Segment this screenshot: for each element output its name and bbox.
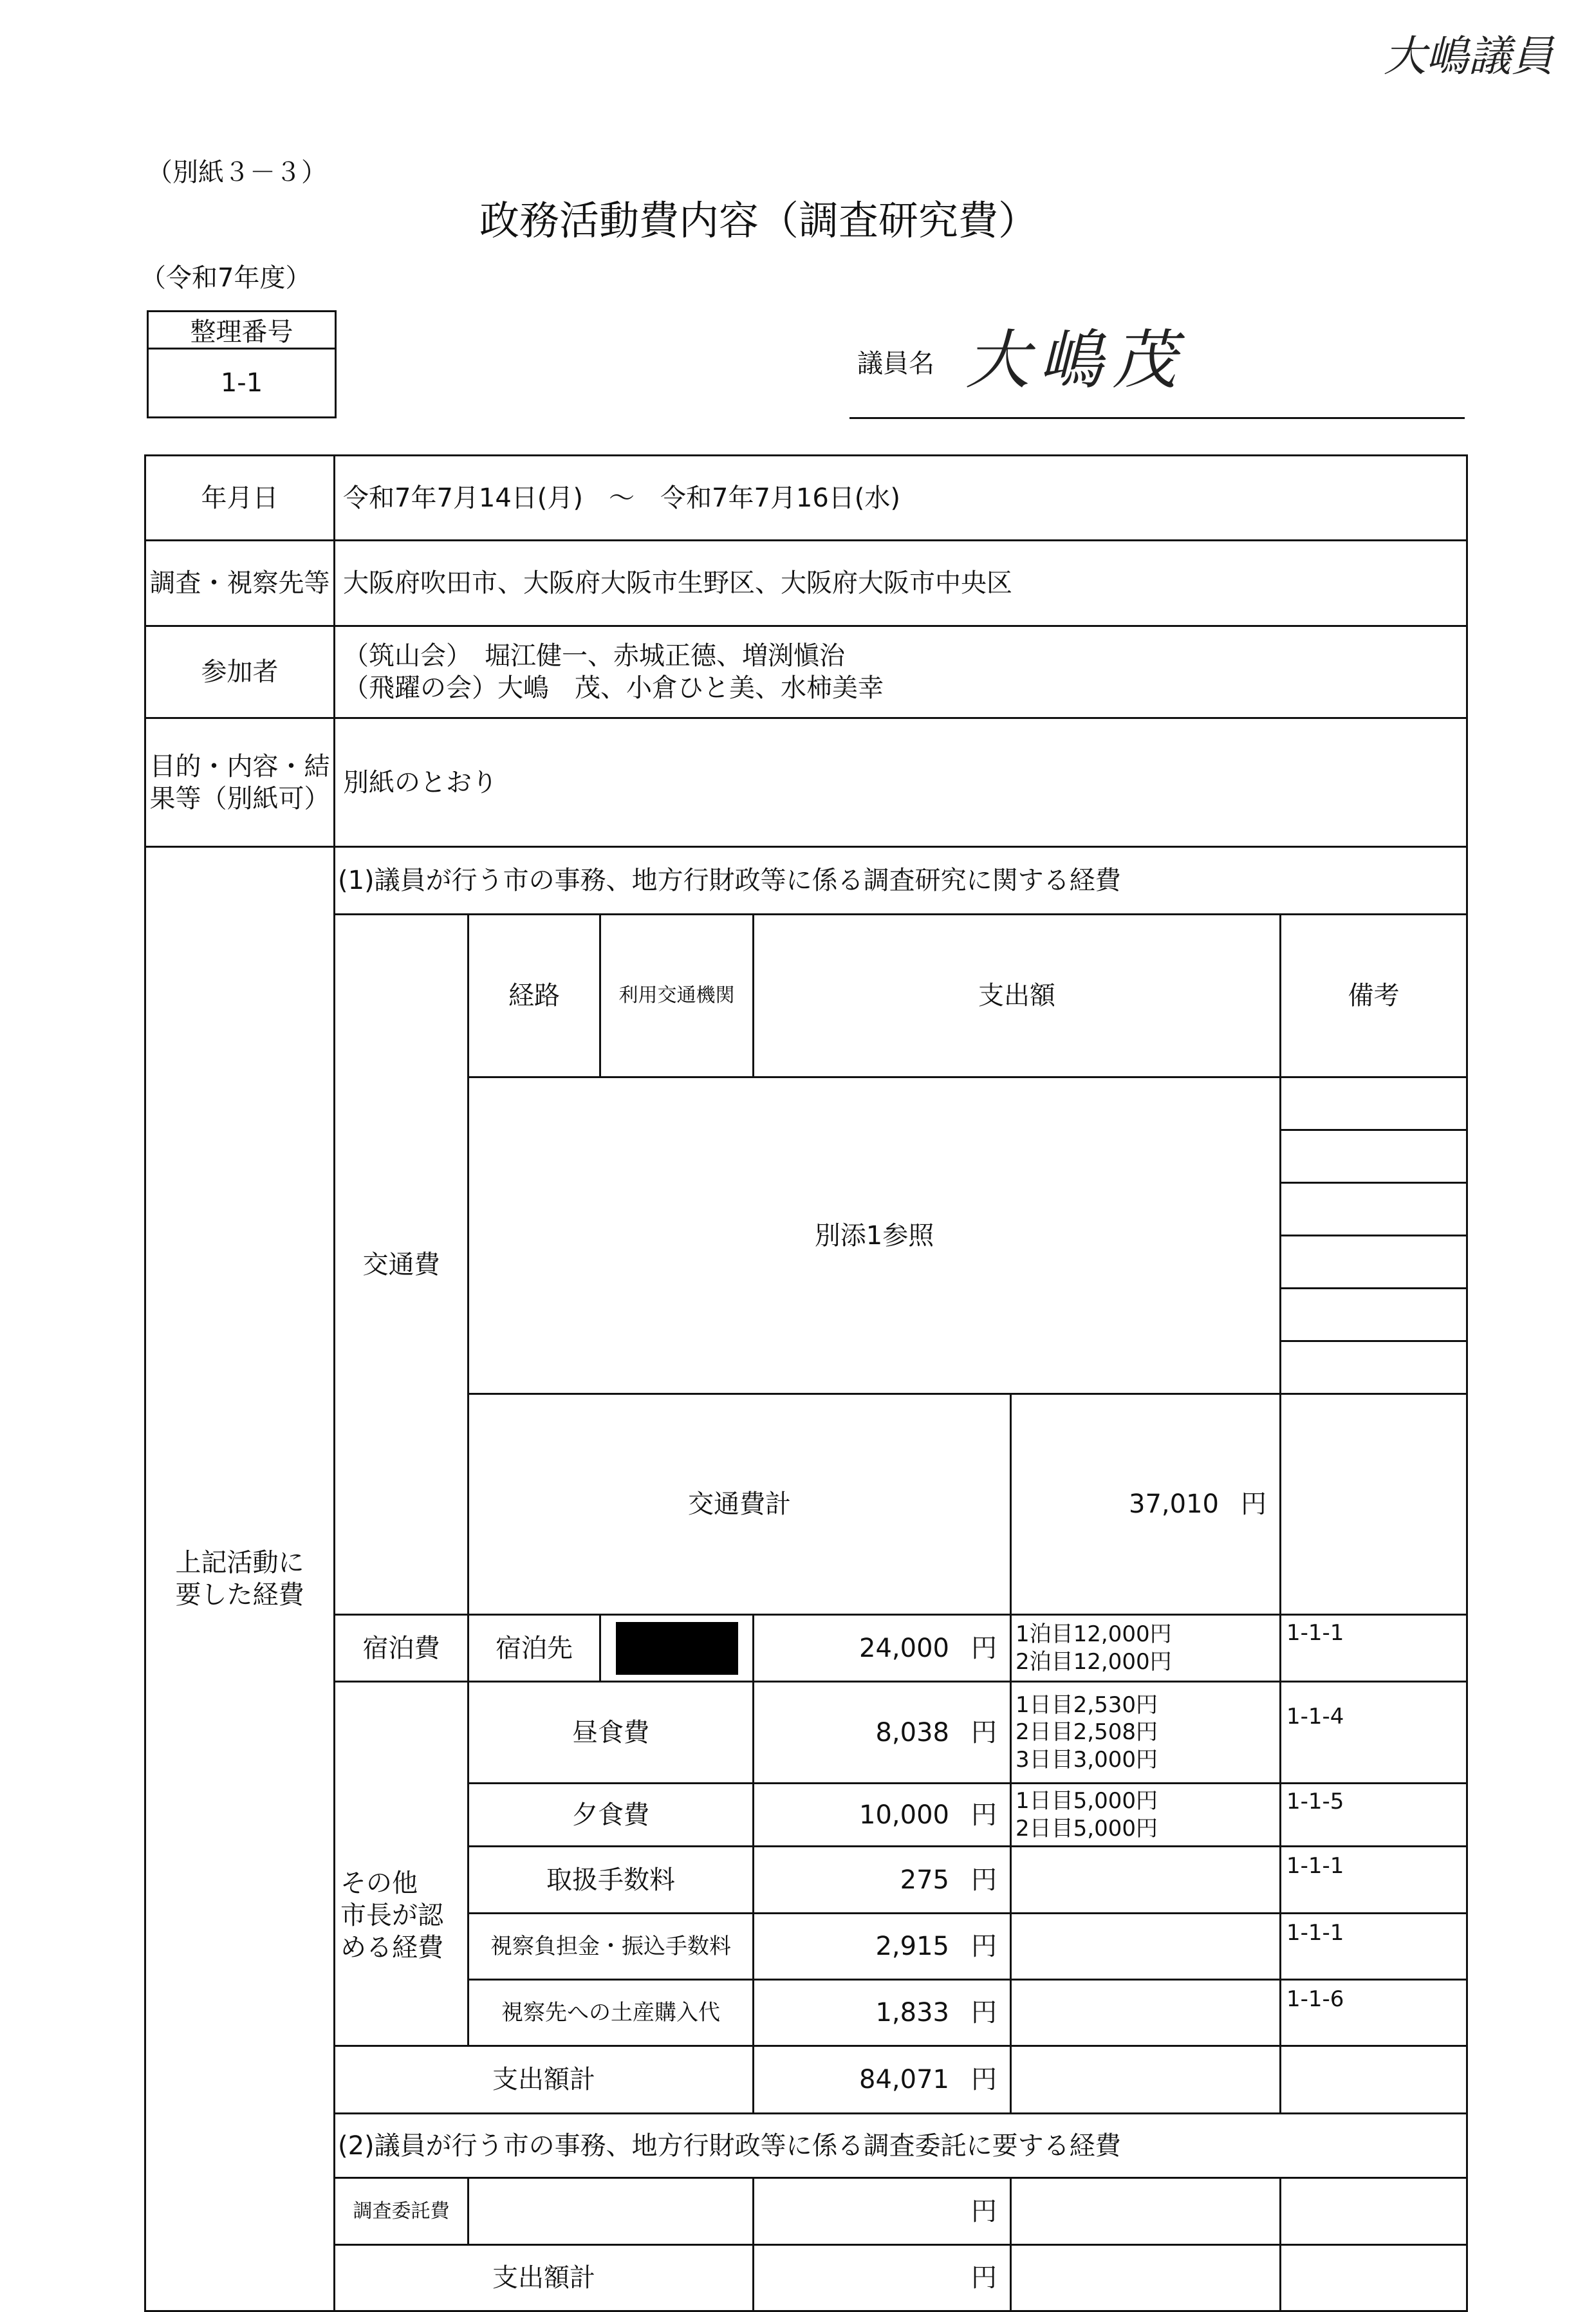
other-expenses-label — [335, 1682, 469, 2046]
total-receipt — [1281, 2046, 1467, 2114]
transport-note-cell — [1281, 1077, 1467, 1130]
page-title: 政務活動費内容（調査研究費） — [479, 197, 1039, 244]
total2-label: 支出額計 — [335, 2245, 754, 2311]
attachment-label: （別紙３－３） — [147, 158, 327, 187]
lodging-place-value — [600, 1615, 754, 1682]
transport-note-cell — [1281, 1341, 1467, 1394]
total-amount — [754, 2046, 1011, 2114]
transport-note-cell — [1281, 1130, 1467, 1183]
lodging-amount — [754, 1615, 1011, 1682]
transport-note-cell — [1281, 1236, 1467, 1289]
member-name-label: 議員名 — [857, 349, 934, 378]
total-amount-value: 84,071 — [859, 2065, 949, 2094]
gift-note — [1011, 1980, 1281, 2046]
handling-fee-note — [1011, 1847, 1281, 1914]
ref-no-box — [147, 310, 337, 418]
expenses-outer-label-line-1: 上記活動に — [175, 1548, 304, 1578]
member-signature: 大嶋茂 — [965, 322, 1185, 398]
date-value: 令和7年7月14日(月) ～ 令和7年7月16日(水) — [335, 456, 1467, 541]
expense-form-table — [144, 454, 1468, 2312]
col-transport: 利用交通機関 — [600, 915, 754, 1077]
lunch-note-line-1: 1日目2,530円 — [1016, 1692, 1158, 1718]
dinner-note — [1011, 1784, 1281, 1847]
lodging-note-line-2: 2泊目12,000円 — [1016, 1648, 1172, 1675]
other-label-line-1: その他 — [340, 1868, 418, 1898]
participants-line-2: （飛躍の会）大嶋 茂、小倉ひと美、水柿美幸 — [343, 673, 884, 703]
handling-fee-value: 275 — [900, 1865, 949, 1895]
section2-title: (2)議員が行う市の事務、地方行財政等に係る調査委託に要する経費 — [335, 2114, 1467, 2178]
commission-label: 調査委託費 — [335, 2178, 469, 2245]
gift-label: 視察先への土産購入代 — [469, 1980, 754, 2046]
yen-unit: 円 — [971, 2065, 997, 2094]
transport-note-cell — [1281, 1183, 1467, 1236]
other-label-line-2: 市長が認 — [340, 1900, 443, 1930]
transport-total-label: 交通費計 — [469, 1394, 1011, 1615]
handling-fee-receipt: 1-1-1 — [1281, 1847, 1467, 1914]
gift-receipt: 1-1-6 — [1281, 1980, 1467, 2046]
yen-unit: 円 — [971, 1633, 997, 1663]
date-label: 年月日 — [145, 456, 335, 541]
purpose-value: 別紙のとおり — [335, 718, 1467, 847]
lodging-place-label: 宿泊先 — [469, 1615, 600, 1682]
commission-note — [1011, 2178, 1281, 2245]
lunch-note-line-2: 2日目2,508円 — [1016, 1719, 1158, 1746]
total-note — [1011, 2046, 1281, 2114]
yen-unit: 円 — [971, 1865, 997, 1895]
purpose-label — [145, 718, 335, 847]
site-value: 大阪府吹田市、大阪府大阪市生野区、大阪府大阪市中央区 — [335, 541, 1467, 626]
col-route: 経路 — [469, 915, 600, 1077]
lunch-receipt: 1-1-4 — [1281, 1682, 1467, 1784]
section1-title: (1)議員が行う市の事務、地方行財政等に係る調査研究に関する経費 — [335, 847, 1467, 915]
purpose-label-line-2: 果等（別紙可） — [149, 783, 330, 814]
expenses-outer-label-line-2: 要した経費 — [175, 1580, 304, 1610]
dinner-label: 夕食費 — [469, 1784, 754, 1847]
member-name-underline — [849, 417, 1465, 419]
yen-unit: 円 — [971, 1998, 997, 2028]
site-label: 調査・視察先等 — [145, 541, 335, 626]
lodging-note-line-1: 1泊目12,000円 — [1016, 1621, 1172, 1647]
transport-label: 交通費 — [335, 915, 469, 1615]
transport-note-cell — [1281, 1289, 1467, 1341]
transport-total-value: 37,010 — [1129, 1489, 1219, 1519]
expenses-outer-label — [145, 847, 335, 2311]
yen-unit: 円 — [971, 1717, 997, 1748]
transport-total-note — [1281, 1394, 1467, 1615]
lodging-note — [1011, 1615, 1281, 1682]
lunch-amount-value: 8,038 — [875, 1717, 949, 1748]
col-amount: 支出額 — [754, 915, 1281, 1077]
lunch-label: 昼食費 — [469, 1682, 754, 1784]
lunch-note — [1011, 1682, 1281, 1784]
inspection-fee-label: 視察負担金・振込手数料 — [469, 1914, 754, 1980]
handwritten-note: 大嶋議員 — [1384, 32, 1554, 81]
handling-fee-label: 取扱手数料 — [469, 1847, 754, 1914]
total-label: 支出額計 — [335, 2046, 754, 2114]
yen-unit: 円 — [971, 1932, 997, 1961]
commission-receipt — [1281, 2178, 1467, 2245]
gift-amount — [754, 1980, 1011, 2046]
other-label-line-3: める経費 — [340, 1932, 443, 1962]
yen-unit: 円 — [1241, 1489, 1267, 1519]
yen-unit: 円 — [971, 2263, 997, 2293]
inspection-fee-value: 2,915 — [875, 1932, 949, 1961]
participants-label: 参加者 — [145, 626, 335, 718]
gift-amount-value: 1,833 — [875, 1998, 949, 2028]
dinner-note-line-1: 1日目5,000円 — [1016, 1788, 1158, 1814]
dinner-receipt: 1-1-5 — [1281, 1784, 1467, 1847]
lodging-amount-value: 24,000 — [859, 1633, 949, 1663]
transport-total-amount — [1011, 1394, 1281, 1615]
purpose-label-line-1: 目的・内容・結 — [149, 751, 330, 781]
handling-fee-amount — [754, 1847, 1011, 1914]
col-note: 備考 — [1281, 915, 1467, 1077]
lodging-label: 宿泊費 — [335, 1615, 469, 1682]
inspection-fee-receipt: 1-1-1 — [1281, 1914, 1467, 1980]
commission-detail — [469, 2178, 754, 2245]
redacted-block — [616, 1622, 738, 1675]
yen-unit: 円 — [971, 2196, 997, 2226]
participants-line-1: （筑山会） 堀江健一、赤城正德、増渕愼治 — [343, 641, 845, 671]
dinner-note-line-2: 2日目5,000円 — [1016, 1815, 1158, 1841]
ref-no-value: 1-1 — [220, 368, 263, 398]
dinner-amount-value: 10,000 — [859, 1800, 949, 1830]
total2-amount — [754, 2245, 1011, 2311]
lodging-receipt: 1-1-1 — [1281, 1615, 1467, 1682]
participants-value — [335, 626, 1467, 718]
lunch-amount — [754, 1682, 1011, 1784]
ref-no-label: 整理番号 — [149, 312, 335, 350]
total2-note — [1011, 2245, 1281, 2311]
dinner-amount — [754, 1784, 1011, 1847]
lunch-note-line-3: 3日目3,000円 — [1016, 1746, 1158, 1773]
fiscal-year: （令和7年度） — [140, 263, 311, 293]
inspection-fee-amount — [754, 1914, 1011, 1980]
total2-receipt — [1281, 2245, 1467, 2311]
yen-unit: 円 — [971, 1800, 997, 1830]
inspection-fee-note — [1011, 1914, 1281, 1980]
transport-reference: 別添1参照 — [469, 1077, 1281, 1394]
commission-amount — [754, 2178, 1011, 2245]
